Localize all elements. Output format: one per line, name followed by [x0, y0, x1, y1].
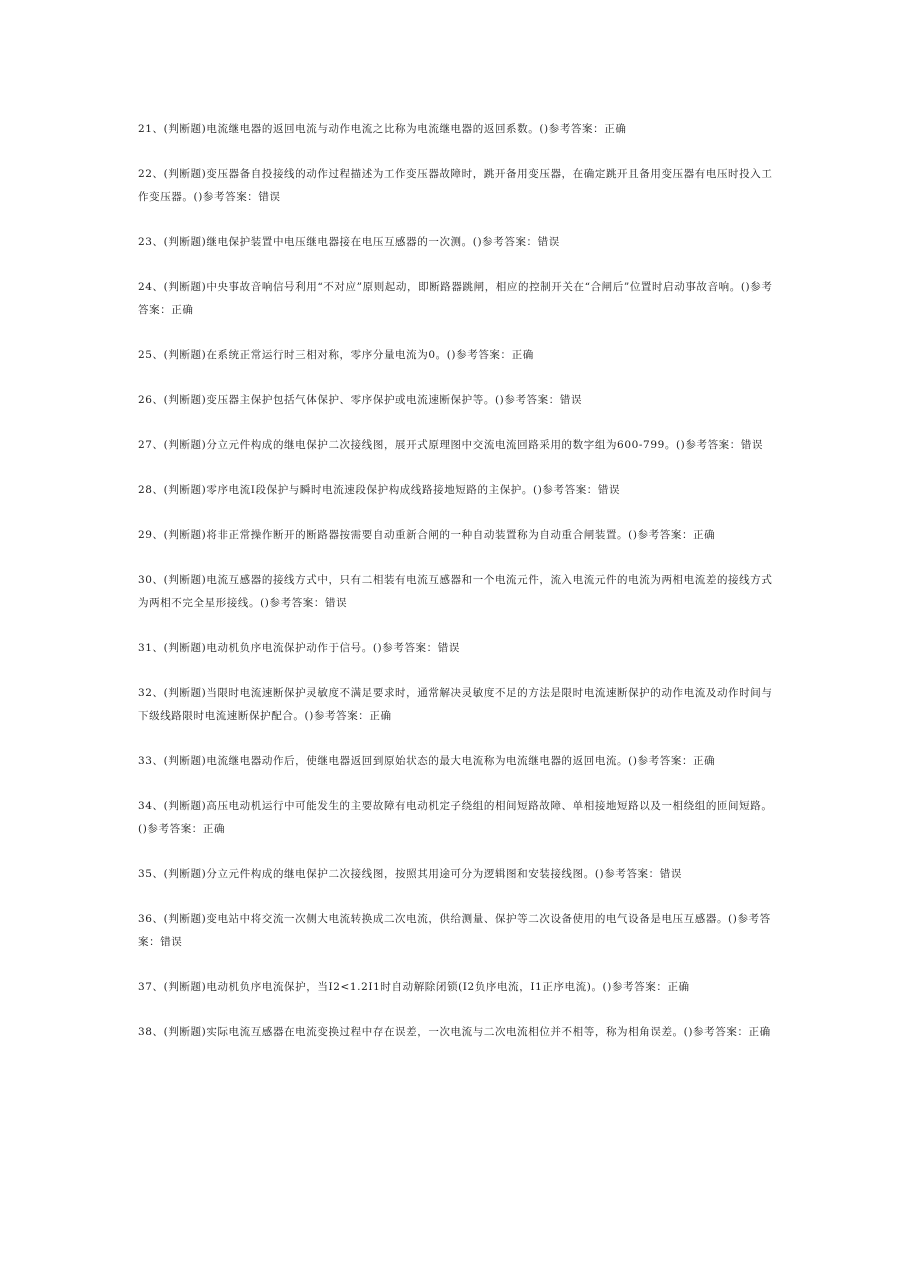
question-text: 34、(判断题)高压电动机运行中可能发生的主要故障有电动机定子绕组的相间短路故障、单相接地短路以及一相绕组的匝间短路。()参考答案：正确 — [138, 800, 773, 835]
question-text: 28、(判断题)零序电流Ⅰ段保护与瞬时电流速段保护构成线路接地短路的主保护。()参考答案：错误 — [138, 484, 621, 496]
question-item — [138, 908, 778, 954]
question-item — [138, 118, 778, 141]
question-text: 27、(判断题)分立元件构成的继电保护二次接线图，展开式原理图中交流电流回路采用的数字组为600-799。()参考答案：错误 — [138, 439, 764, 451]
question-text: 25、(判断题)在系统正常运行时三相对称，零序分量电流为0。()参考答案：正确 — [138, 349, 534, 361]
question-text: 31、(判断题)电动机负序电流保护动作于信号。()参考答案：错误 — [138, 642, 460, 654]
question-item — [138, 682, 778, 728]
question-text: 37、(判断题)电动机负序电流保护，当I2<1.2I1时自动解除闭锁(I2负序电流，I1正序电流)。()参考答案：正确 — [138, 981, 690, 993]
question-item — [138, 750, 778, 773]
question-item — [138, 569, 778, 615]
question-item — [138, 434, 778, 457]
question-item — [138, 795, 778, 841]
question-text: 30、(判断题)电流互感器的接线方式中，只有二相装有电流互感器和一个电流元件，流入电流元件的电流为两相电流差的接线方式为两相不完全星形接线。()参考答案：错误 — [138, 574, 773, 609]
question-item — [138, 479, 778, 502]
question-item — [138, 163, 778, 209]
question-item — [138, 231, 778, 254]
question-item — [138, 976, 778, 999]
question-item — [138, 389, 778, 412]
question-text: 23、(判断题)继电保护装置中电压继电器接在电压互感器的一次测。()参考答案：错误 — [138, 236, 560, 248]
question-text: 21、(判断题)电流继电器的返回电流与动作电流之比称为电流继电器的返回系数。()参考答案：正确 — [138, 123, 627, 135]
question-list — [138, 118, 778, 1066]
question-item — [138, 524, 778, 547]
question-text: 29、(判断题)将非正常操作断开的断路器按需要自动重新合闸的一种自动装置称为自动重合闸装置。()参考答案：正确 — [138, 529, 716, 541]
question-item — [138, 276, 778, 322]
question-text: 26、(判断题)变压器主保护包括气体保护、零序保护或电流速断保护等。()参考答案：错误 — [138, 394, 583, 406]
question-text: 33、(判断题)电流继电器动作后，使继电器返回到原始状态的最大电流称为电流继电器的返回电流。()参考答案：正确 — [138, 755, 716, 767]
question-text: 35、(判断题)分立元件构成的继电保护二次接线图，按照其用途可分为逻辑图和安装接线图。()参考答案：错误 — [138, 868, 682, 880]
question-item — [138, 1021, 778, 1044]
question-text: 36、(判断题)变电站中将交流一次侧大电流转换成二次电流，供给测量、保护等二次设备使用的电气设备是电压互感器。()参考答案：错误 — [138, 913, 771, 948]
question-text: 22、(判断题)变压器备自投接线的动作过程描述为工作变压器故障时，跳开备用变压器，在确定跳开且备用变压器有电压时投入工作变压器。()参考答案：错误 — [138, 168, 773, 203]
question-text: 24、(判断题)中央事故音响信号利用“不对应”原则起动，即断路器跳闸，相应的控制开关在“合闸后”位置时启动事故音响。()参考答案：正确 — [138, 281, 773, 316]
question-text: 38、(判断题)实际电流互感器在电流变换过程中存在误差，一次电流与二次电流相位并不相等，称为相角误差。()参考答案：正确 — [138, 1026, 771, 1038]
question-item — [138, 637, 778, 660]
question-item — [138, 344, 778, 367]
question-item — [138, 863, 778, 886]
question-text: 32、(判断题)当限时电流速断保护灵敏度不满足要求时，通常解决灵敏度不足的方法是限时电流速断保护的动作电流及动作时间与下级线路限时电流速断保护配合。()参考答案：正确 — [138, 687, 773, 722]
